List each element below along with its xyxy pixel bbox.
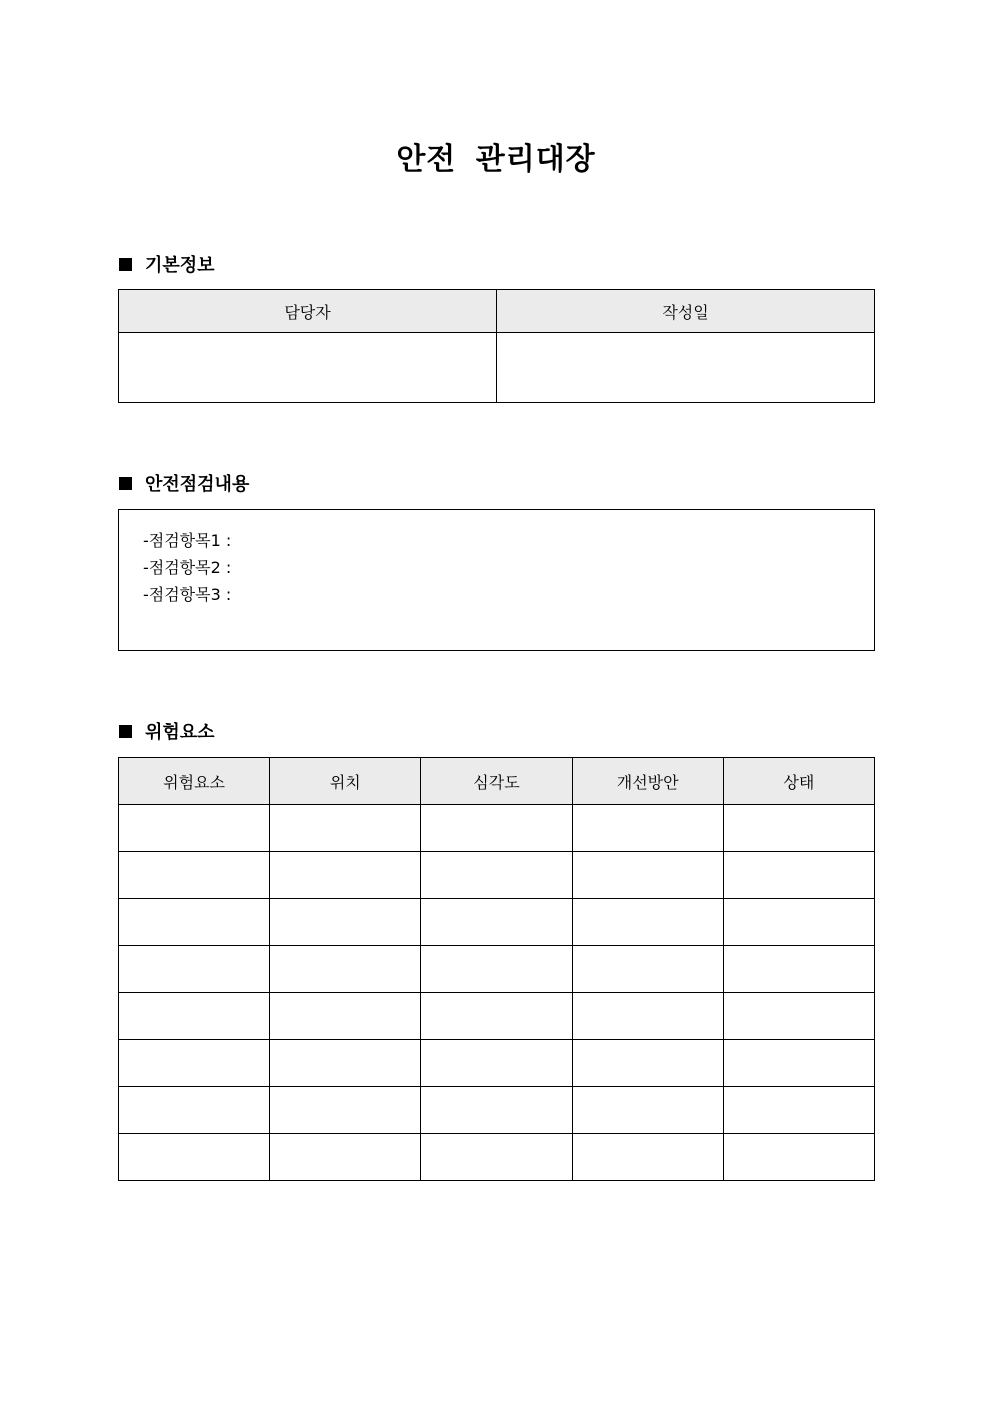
risk-heading [119,719,215,743]
column-header-location: 위치 [270,758,421,805]
cell-risk-factor[interactable] [119,1087,270,1134]
inspection-content-box[interactable] [118,509,875,651]
inspection-heading [119,471,249,495]
cell-status[interactable] [723,852,874,899]
cell-risk-factor[interactable] [119,805,270,852]
basic-info-table [118,289,875,403]
column-header-severity: 심각도 [421,758,572,805]
cell-improvement[interactable] [572,993,723,1040]
table-row [119,1087,875,1134]
column-header-status: 상태 [723,758,874,805]
document-title: 안전 관리대장 [396,142,596,177]
date-value-cell[interactable] [497,333,875,403]
square-bullet-icon [119,477,132,490]
cell-location[interactable] [270,805,421,852]
basic-info-heading-label: 기본정보 [145,255,215,276]
basic-info-header-row [119,290,875,333]
table-row [119,946,875,993]
table-row [119,852,875,899]
basic-info-value-row [119,333,875,403]
column-header-date: 작성일 [497,290,875,333]
cell-status[interactable] [723,805,874,852]
cell-location[interactable] [270,852,421,899]
cell-risk-factor[interactable] [119,1040,270,1087]
basic-info-heading [119,252,215,276]
column-header-risk-factor: 위험요소 [119,758,270,805]
cell-location[interactable] [270,1040,421,1087]
inspection-item-3: -점검항목3 : [143,585,232,604]
cell-severity[interactable] [421,1087,572,1134]
cell-location[interactable] [270,1087,421,1134]
cell-location[interactable] [270,946,421,993]
cell-improvement[interactable] [572,1087,723,1134]
cell-improvement[interactable] [572,852,723,899]
cell-risk-factor[interactable] [119,899,270,946]
cell-location[interactable] [270,899,421,946]
cell-severity[interactable] [421,946,572,993]
cell-severity[interactable] [421,1040,572,1087]
cell-risk-factor[interactable] [119,993,270,1040]
table-row [119,1134,875,1181]
cell-severity[interactable] [421,993,572,1040]
cell-status[interactable] [723,1040,874,1087]
cell-risk-factor[interactable] [119,852,270,899]
square-bullet-icon [119,258,132,271]
inspection-item-1: -점검항목1 : [143,531,232,550]
cell-status[interactable] [723,946,874,993]
cell-status[interactable] [723,993,874,1040]
square-bullet-icon [119,725,132,738]
cell-severity[interactable] [421,852,572,899]
risk-table [118,757,875,1181]
risk-header-row [119,758,875,805]
inspection-item-2: -점검항목2 : [143,558,232,577]
cell-improvement[interactable] [572,1040,723,1087]
table-row [119,993,875,1040]
cell-status[interactable] [723,1134,874,1181]
cell-improvement[interactable] [572,946,723,993]
cell-severity[interactable] [421,899,572,946]
manager-value-cell[interactable] [119,333,497,403]
cell-risk-factor[interactable] [119,1134,270,1181]
cell-improvement[interactable] [572,1134,723,1181]
table-row [119,899,875,946]
risk-heading-label: 위험요소 [145,722,215,743]
cell-improvement[interactable] [572,899,723,946]
cell-status[interactable] [723,899,874,946]
column-header-manager: 담당자 [119,290,497,333]
column-header-improvement: 개선방안 [572,758,723,805]
cell-location[interactable] [270,1134,421,1181]
table-row [119,805,875,852]
cell-risk-factor[interactable] [119,946,270,993]
table-row [119,1040,875,1087]
cell-improvement[interactable] [572,805,723,852]
cell-severity[interactable] [421,805,572,852]
cell-severity[interactable] [421,1134,572,1181]
cell-location[interactable] [270,993,421,1040]
inspection-heading-label: 안전점검내용 [145,474,250,495]
cell-status[interactable] [723,1087,874,1134]
